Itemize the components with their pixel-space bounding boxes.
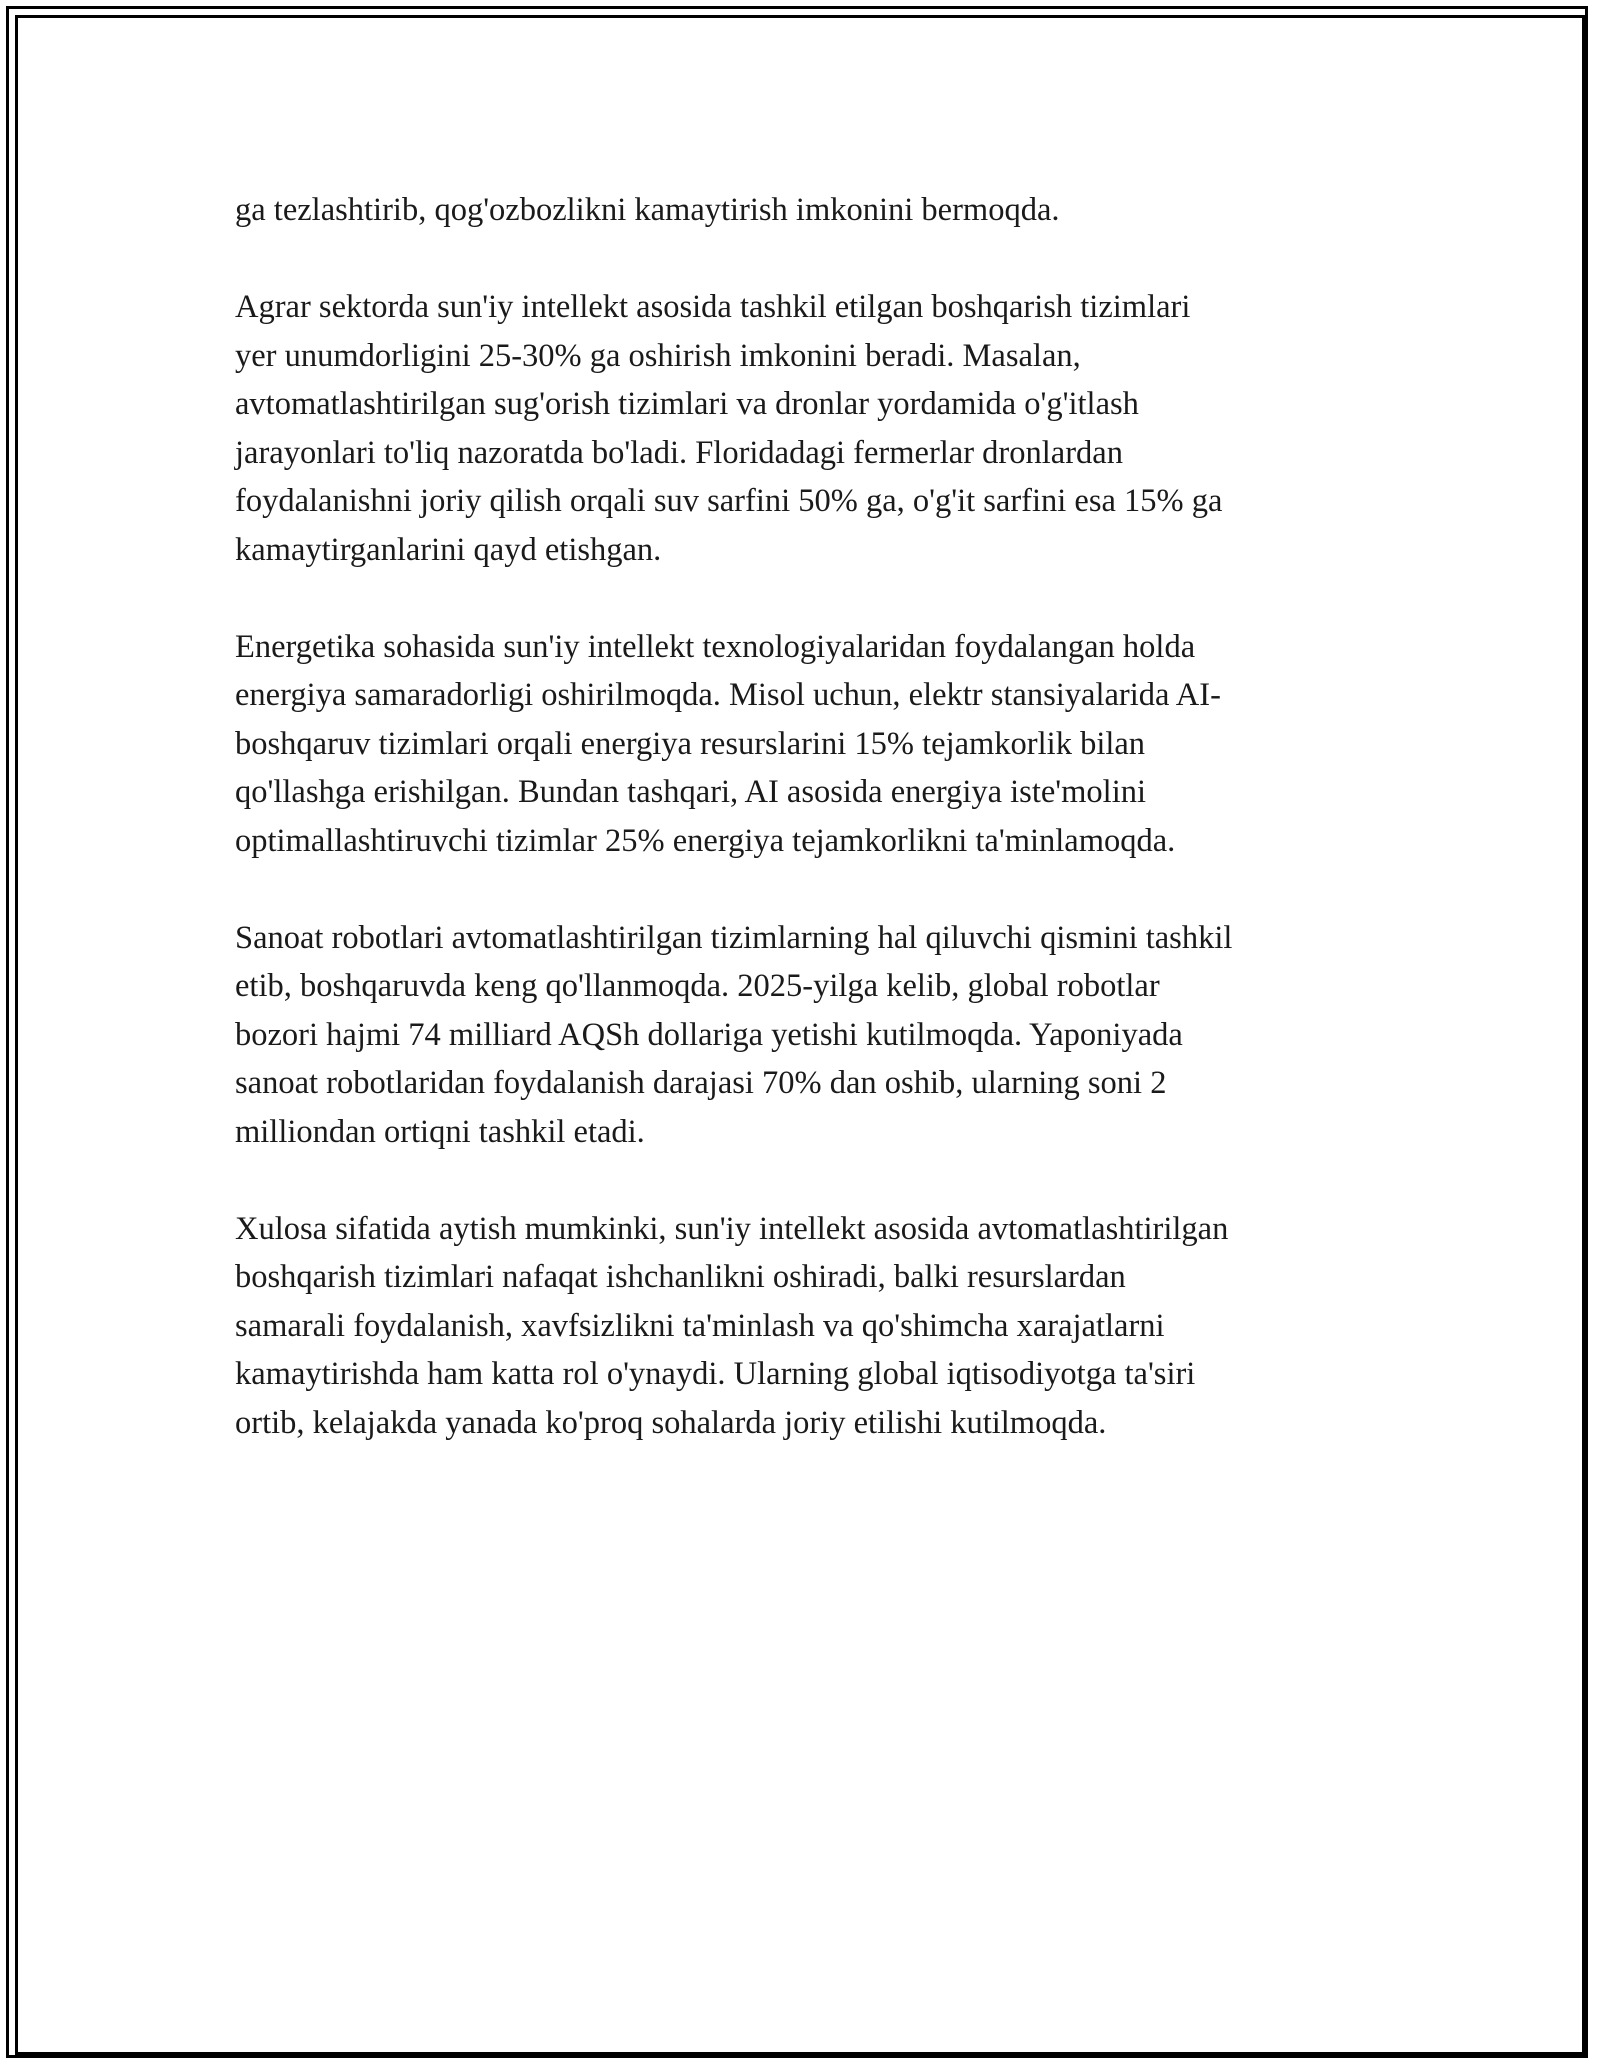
text-line: foydalanishni joriy qilish orqali suv sarfini 50% ga, o'g'it sarfini esa 15% ga [235, 483, 1223, 519]
text-line: qo'llashga erishilgan. Bundan tashqari, AI asosida energiya iste'molini [235, 774, 1146, 810]
text-line: bozori hajmi 74 milliard AQSh dollariga yetishi kutilmoqda. Yaponiyada [235, 1016, 1183, 1053]
paragraph-robotics [235, 914, 1365, 1157]
text-line: etib, boshqaruvda keng qo'llanmoqda. 2025-yilga kelib, global robotlar [235, 968, 1160, 1004]
text-line: jarayonlari to'liq nazoratda bo'ladi. Floridadagi fermerlar dronlardan [235, 434, 1123, 471]
text-line: yer unumdorligini 25-30% ga oshirish imkonini beradi. Masalan, [235, 337, 1081, 374]
text-line: Agrar sektorda sun'iy intellekt asosida tashkil etilgan boshqarish tizimlari [235, 289, 1191, 325]
text-line: milliondan ortiqni tashkil etadi. [235, 1113, 645, 1150]
text-line: ortib, kelajakda yanada ko'proq sohalarda joriy etilishi kutilmoqda. [235, 1404, 1107, 1441]
text-line: ga tezlashtirib, qog'ozbozlikni kamaytirish imkonini bermoqda. [235, 192, 1060, 228]
text-line: sanoat robotlaridan foydalanish darajasi 70% dan oshib, ularning soni 2 [235, 1065, 1167, 1101]
document-body [235, 186, 1365, 1496]
text-line: kamaytirishda ham katta rol o'ynaydi. Ularning global iqtisodiyotga ta'siri [235, 1356, 1196, 1392]
text-line: energiya samaradorligi oshirilmoqda. Misol uchun, elektr stansiyalarida AI- [235, 677, 1221, 713]
paragraph-agriculture [235, 283, 1365, 574]
text-line: samarali foydalanish, xavfsizlikni ta'minlash va qo'shimcha xarajatlarni [235, 1307, 1165, 1344]
text-line: kamaytirganlarini qayd etishgan. [235, 531, 662, 568]
paragraph-energy [235, 623, 1365, 866]
text-line: Xulosa sifatida aytish mumkinki, sun'iy intellekt asosida avtomatlashtirilgan [235, 1210, 1229, 1247]
text-line: Energetika sohasida sun'iy intellekt texnologiyalaridan foydalangan holda [235, 628, 1196, 665]
text-line: boshqarish tizimlari nafaqat ishchanlikni oshiradi, balki resurslardan [235, 1259, 1126, 1295]
text-line: optimallashtiruvchi tizimlar 25% energiya tejamkorlikni ta'minlamoqda. [235, 822, 1176, 859]
text-line: Sanoat robotlari avtomatlashtirilgan tizimlarning hal qiluvchi qismini tashkil [235, 919, 1233, 956]
paragraph-conclusion [235, 1205, 1365, 1448]
text-line: avtomatlashtirilgan sug'orish tizimlari va dronlar yordamida o'g'itlash [235, 386, 1139, 422]
paragraph-continuation [235, 186, 1365, 235]
text-line: boshqaruv tizimlari orqali energiya resurslarini 15% tejamkorlik bilan [235, 725, 1146, 762]
